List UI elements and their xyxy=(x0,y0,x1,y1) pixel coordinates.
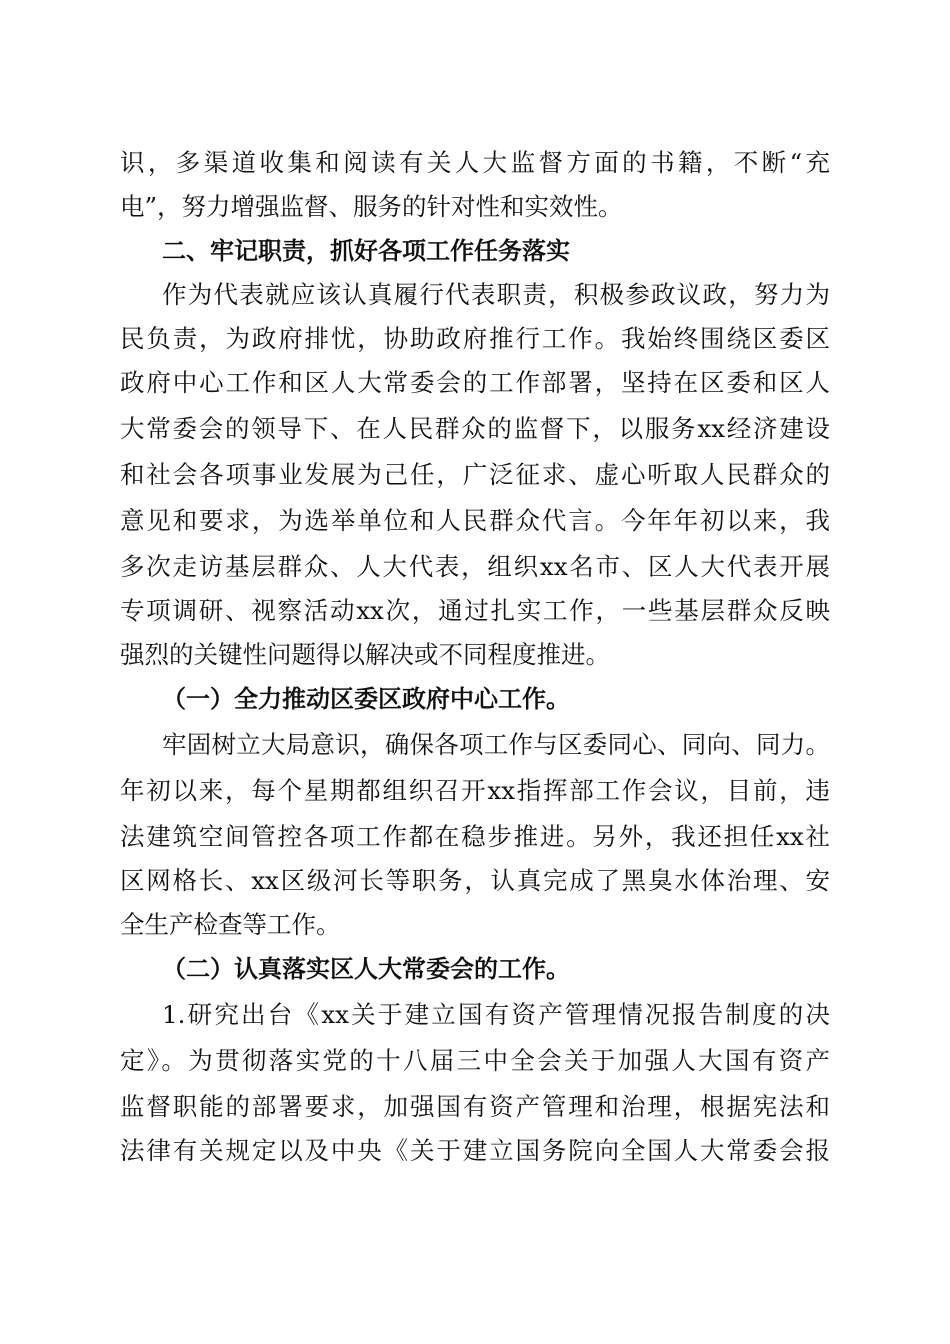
paragraph-line: 强烈的关键性问题得以解决或不同程度推进。 xyxy=(120,640,610,669)
paragraph-line: 多次走访基层群众、人大代表，组织xx名市、区人大代表开展 xyxy=(120,552,830,581)
paragraph-line: 牢固树立大局意识，确保各项工作与区委同心、同向、同力。 xyxy=(162,730,830,759)
paragraph-line: 区网格长、xx区级河长等职务，认真完成了黑臭水体治理、安 xyxy=(120,866,830,895)
paragraph-line: 电”，努力增强监督、服务的针对性和实效性。 xyxy=(120,192,623,221)
section-heading: 二、牢记职责，抓好各项工作任务落实 xyxy=(162,237,570,265)
subsection-heading: （一）全力推动区委区政府中心工作。 xyxy=(162,684,570,713)
paragraph-line: 年初以来，每个星期都组织召开xx指挥部工作会议，目前，违 xyxy=(120,776,830,805)
paragraph-line: 定》。为贯彻落实党的十八届三中全会关于加强人大国有资产 xyxy=(120,1046,830,1075)
paragraph-line: 监督职能的部署要求，加强国有资产管理和治理，根据宪法和 xyxy=(120,1092,830,1121)
paragraph-line: 识，多渠道收集和阅读有关人大监督方面的书籍，不断“充 xyxy=(120,148,830,177)
paragraph-line: 法律有关规定以及中央《关于建立国务院向全国人大常委会报 xyxy=(120,1136,830,1165)
paragraph-line: 意见和要求，为选举单位和人民群众代言。今年年初以来，我 xyxy=(120,506,830,535)
paragraph-line: 作为代表就应该认真履行代表职责，积极参政议政，努力为 xyxy=(162,280,830,309)
paragraph-line: 大常委会的领导下、在人民群众的监督下，以服务xx经济建设 xyxy=(120,414,830,443)
paragraph-line: 政府中心工作和区人大常委会的工作部署，坚持在区委和区人 xyxy=(120,368,830,397)
subsection-heading: （二）认真落实区人大常委会的工作。 xyxy=(162,954,570,983)
paragraph-line: 民负责，为政府排忧，协助政府推行工作。我始终围绕区委区 xyxy=(120,324,830,353)
paragraph-line: 法建筑空间管控各项工作都在稳步推进。另外，我还担任xx社 xyxy=(120,822,830,851)
paragraph-line: 专项调研、视察活动xx次，通过扎实工作，一些基层群众反映 xyxy=(120,596,830,625)
paragraph-line: 1.研究出台《xx关于建立国有资产管理情况报告制度的决 xyxy=(162,1000,830,1029)
paragraph-line: 和社会各项事业发展为己任，广泛征求、虚心听取人民群众的 xyxy=(120,460,830,489)
paragraph-line: 全生产检查等工作。 xyxy=(120,910,341,939)
